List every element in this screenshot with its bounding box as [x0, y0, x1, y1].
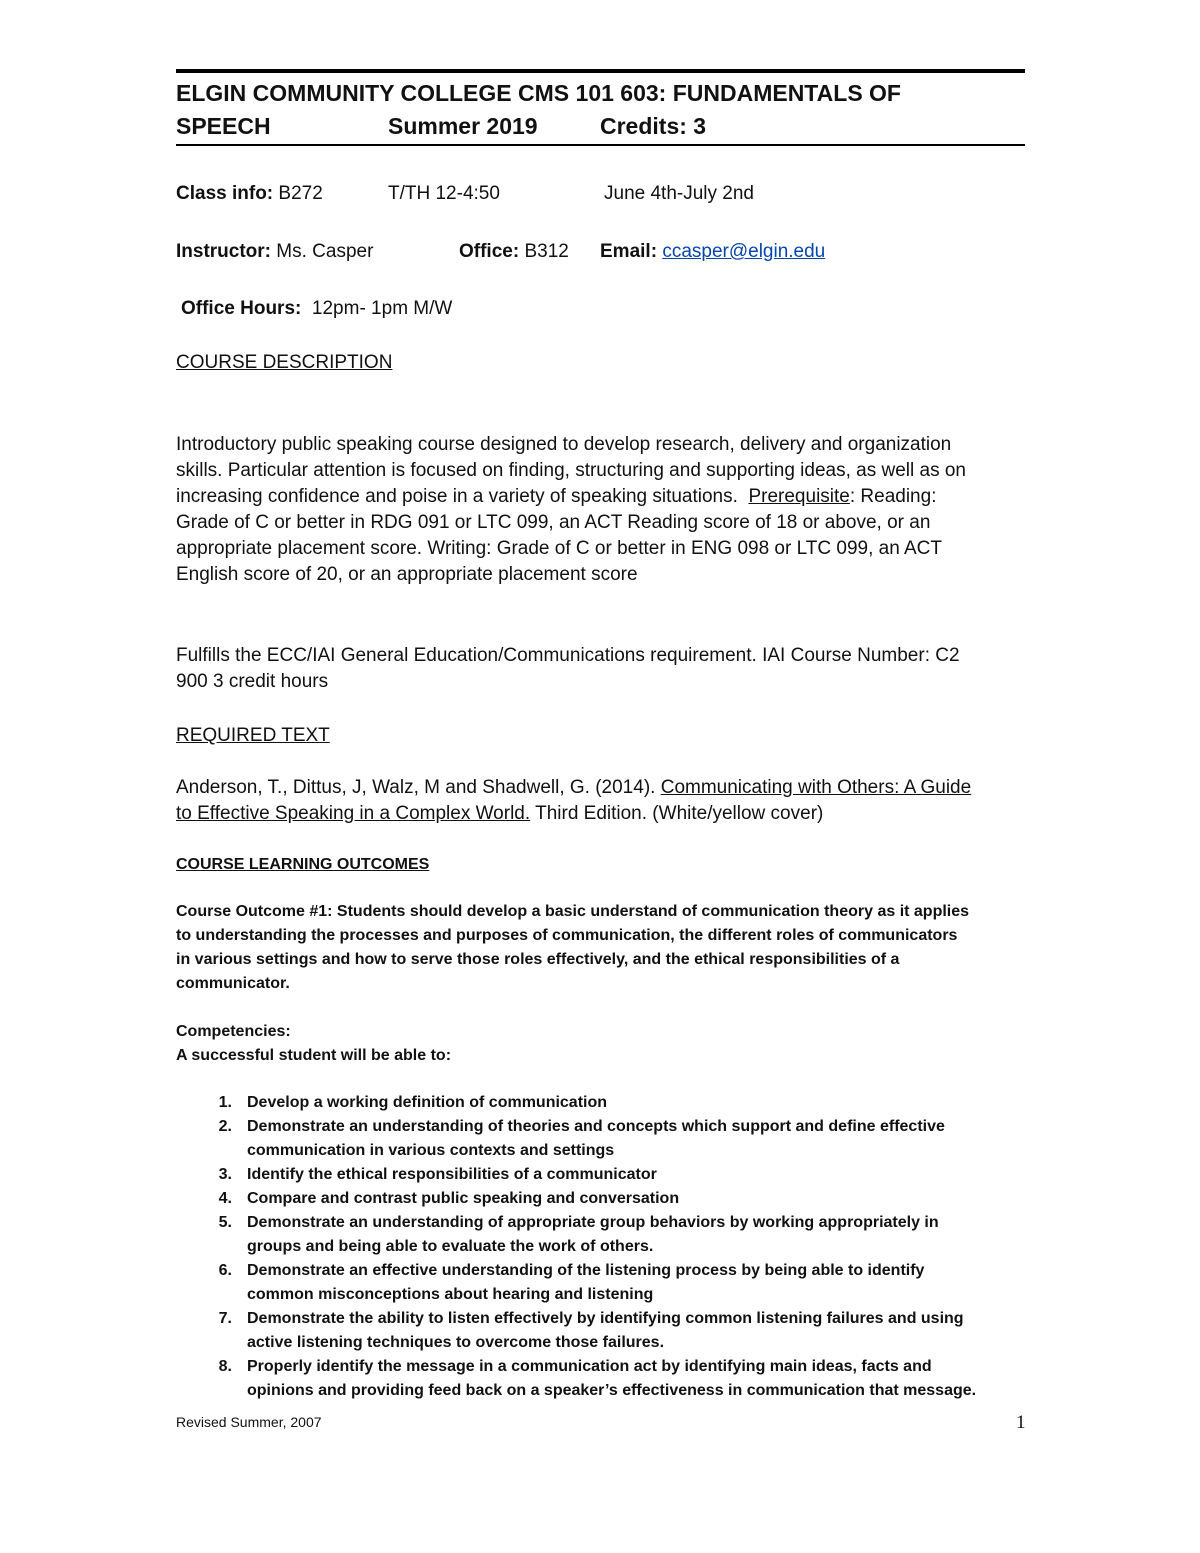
description-line: increasing confidence and poise in a variety of speaking situations. Prerequisite: Reading:: [176, 486, 937, 507]
header-top-rule: [176, 69, 1025, 73]
required-text-heading: REQUIRED TEXT: [176, 725, 330, 746]
description-line: Grade of C or better in RDG 091 or LTC 099, an ACT Reading score of 18 or above, or an: [176, 512, 931, 533]
competencies-label: Competencies:: [176, 1023, 291, 1040]
list-item: Demonstrate an understanding of theories and concepts which support and define effective: [247, 1118, 945, 1135]
list-number: 3.: [218, 1166, 232, 1183]
list-item: Identify the ethical responsibilities of a communicator: [247, 1166, 657, 1183]
description-line: Introductory public speaking course designed to develop research, delivery and organization: [176, 434, 952, 455]
citation-line1: Anderson, T., Dittus, J, Walz, M and Shadwell, G. (2014). Communicating with Others: A Guide: [176, 777, 972, 798]
office-line: Office: B312: [459, 241, 569, 262]
page-number: 1: [1016, 1412, 1026, 1433]
list-number: 1.: [218, 1094, 232, 1111]
header-line1: ELGIN COMMUNITY COLLEGE CMS 101 603: FUNDAMENTALS OF: [176, 80, 901, 106]
description-line: skills. Particular attention is focused on finding, structuring and supporting ideas, as well as on: [176, 460, 966, 481]
class-info-label: Class info: B272: [176, 183, 323, 204]
list-number: 6.: [218, 1262, 232, 1279]
office-hours-line: Office Hours: 12pm- 1pm M/W: [181, 298, 453, 319]
fulfills-line: 900 3 credit hours: [176, 671, 329, 692]
description-line: appropriate placement score. Writing: Grade of C or better in ENG 098 or LTC 099, an ACT: [176, 538, 942, 559]
footer-revised: Revised Summer, 2007: [176, 1414, 322, 1430]
header-credits: Credits: 3: [600, 113, 707, 139]
book-title: to Effective Speaking in a Complex World.: [176, 803, 531, 824]
course-description-heading: COURSE DESCRIPTION: [176, 352, 393, 373]
outcomes-heading: COURSE LEARNING OUTCOMES: [176, 856, 430, 873]
book-title: Communicating with Others: A Guide: [660, 777, 972, 798]
list-item-continued: active listening techniques to overcome those failures.: [247, 1334, 665, 1351]
citation-line2: to Effective Speaking in a Complex World. Third Edition. (White/yellow cover): [176, 803, 824, 824]
list-number: 2.: [218, 1118, 232, 1135]
list-item: Compare and contrast public speaking and conversation: [247, 1190, 680, 1207]
list-number: 7.: [218, 1310, 232, 1327]
fulfills-line: Fulfills the ECC/IAI General Education/Communications requirement. IAI Course Number: C2: [176, 645, 960, 666]
list-item: Properly identify the message in a communication act by identifying main ideas, facts and: [247, 1358, 932, 1375]
list-item-continued: opinions and providing feed back on a speaker’s effectiveness in communication that message.: [247, 1382, 977, 1399]
header-bottom-rule: [176, 144, 1025, 146]
outcome-line: Course Outcome #1: Students should develop a basic understand of communication theory as it applies: [176, 903, 970, 920]
prerequisite-label: Prerequisite: [748, 486, 850, 507]
list-number: 5.: [218, 1214, 232, 1231]
description-line: English score of 20, or an appropriate placement score: [176, 564, 638, 585]
outcome-line: in various settings and how to serve those roles effectively, and the ethical responsibilities of a: [176, 951, 900, 968]
list-item-continued: groups and being able to evaluate the work of others.: [247, 1238, 654, 1255]
list-item: Demonstrate an understanding of appropriate group behaviors by working appropriately in: [247, 1214, 939, 1231]
instructor-line: Instructor: Ms. Casper: [176, 241, 374, 262]
class-info-time: T/TH 12-4:50: [388, 183, 500, 204]
class-info-dates: June 4th-July 2nd: [604, 183, 754, 204]
list-item-continued: communication in various contexts and settings: [247, 1142, 615, 1159]
header-speech: SPEECH: [176, 113, 271, 139]
list-item: Demonstrate an effective understanding of the listening process by being able to identify: [247, 1262, 925, 1279]
list-item: Demonstrate the ability to listen effectively by identifying common listening failures and using: [247, 1310, 964, 1327]
list-number: 4.: [218, 1190, 232, 1207]
header-term: Summer 2019: [388, 113, 538, 139]
list-number: 8.: [218, 1358, 232, 1375]
outcome-line: to understanding the processes and purposes of communication, the different roles of communicators: [176, 927, 958, 944]
list-item-continued: common misconceptions about hearing and listening: [247, 1286, 654, 1303]
email-line: Email: ccasper@elgin.edu: [600, 241, 826, 262]
outcome-line: communicator.: [176, 975, 290, 992]
list-item: Develop a working definition of communication: [247, 1094, 608, 1111]
email-link[interactable]: ccasper@elgin.edu: [662, 241, 826, 262]
competencies-intro: A successful student will be able to:: [176, 1047, 452, 1064]
